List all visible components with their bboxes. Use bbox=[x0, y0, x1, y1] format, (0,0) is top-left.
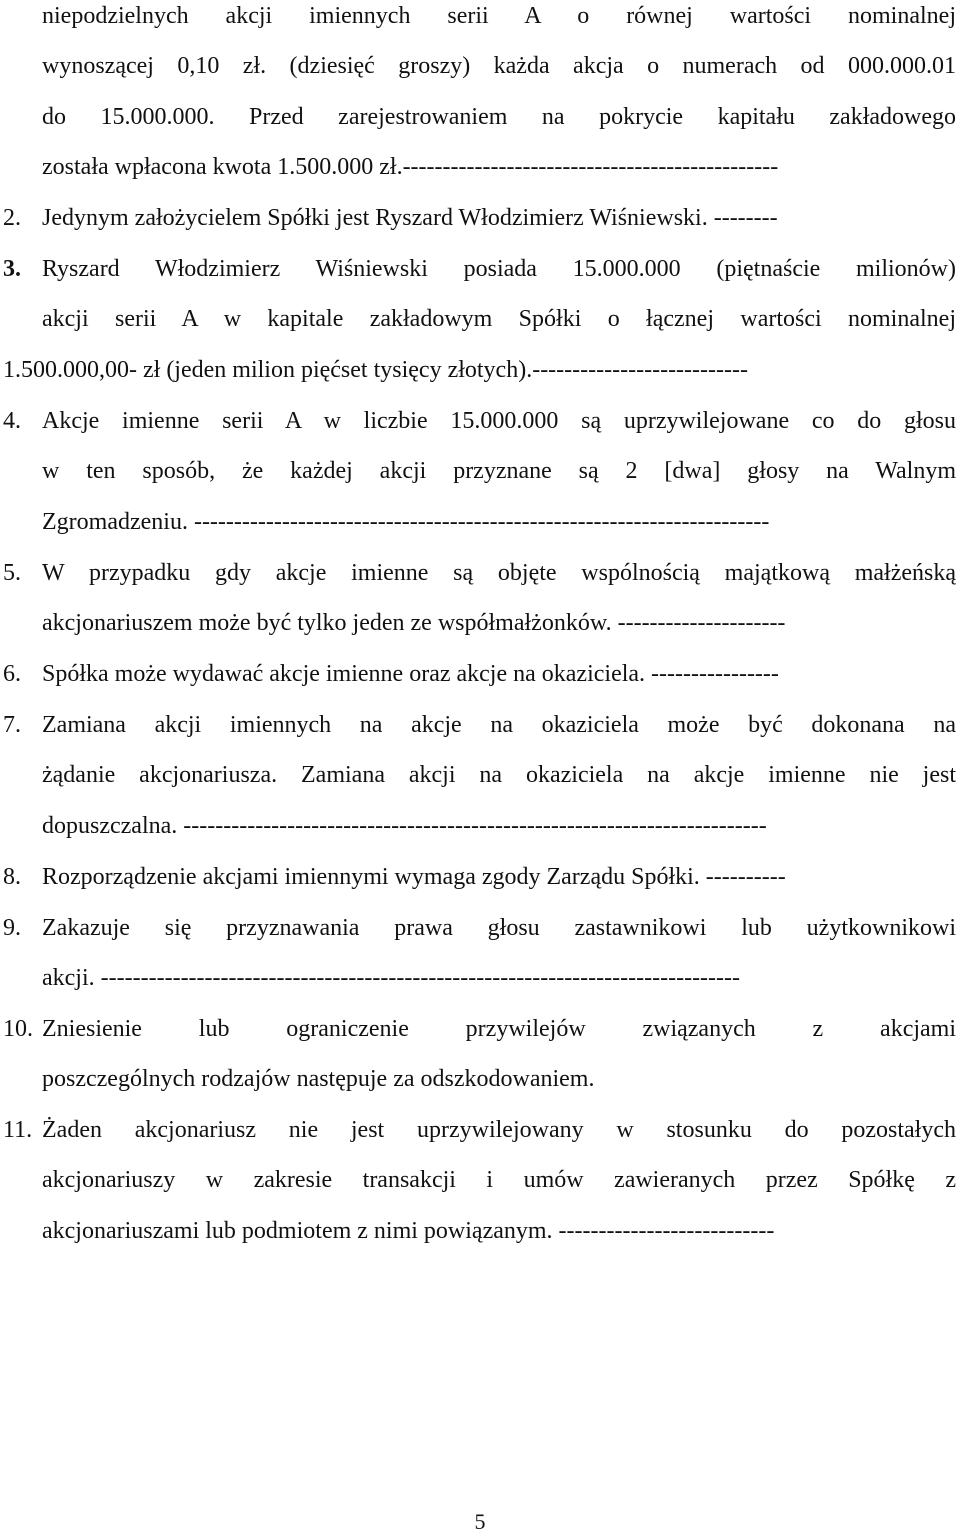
list-item-line: żądanie akcjonariusza. Zamiana akcji na okaziciela na akcje imienne nie jest bbox=[42, 762, 956, 788]
list-item-line: akcjonariuszy w zakresie transakcji i umów zawieranych przez Spółkę z bbox=[42, 1167, 956, 1193]
list-item-line: akcjonariuszem może być tylko jeden ze współmałżonków. --------------------- bbox=[42, 610, 786, 636]
list-item-number: 5. bbox=[3, 560, 21, 586]
list-item-line: akcji. -------------------------------------------------------------------------------- bbox=[42, 965, 741, 991]
list-item-number: 4. bbox=[3, 408, 21, 434]
list-item-number: 9. bbox=[3, 915, 21, 941]
paragraph-line: do 15.000.000. Przed zarejestrowaniem na pokrycie kapitału zakładowego bbox=[42, 104, 956, 130]
list-item-line: 1.500.000,00- zł (jeden milion pięćset tysięcy złotych).--------------------------- bbox=[3, 357, 748, 383]
list-item-line: Jedynym założycielem Spółki jest Ryszard Włodzimierz Wiśniewski. -------- bbox=[42, 205, 778, 231]
list-item-number: 3. bbox=[3, 256, 21, 282]
list-item-line: Żaden akcjonariusz nie jest uprzywilejowany w stosunku do pozostałych bbox=[42, 1117, 956, 1143]
list-item-number: 10. bbox=[3, 1016, 33, 1042]
paragraph-line: została wpłacona kwota 1.500.000 zł.----------------------------------------------- bbox=[42, 154, 779, 180]
list-item-line: W przypadku gdy akcje imienne są objęte wspólnością majątkową małżeńską bbox=[42, 560, 956, 586]
list-item-line: dopuszczalna. ------------------------------------------------------------------------- bbox=[42, 813, 767, 839]
list-item-number: 8. bbox=[3, 864, 21, 890]
list-item-line: akcji serii A w kapitale zakładowym Spółki o łącznej wartości nominalnej bbox=[42, 306, 956, 332]
list-item-number: 11. bbox=[3, 1117, 33, 1143]
list-item-line: w ten sposób, że każdej akcji przyznane są 2 [dwa] głosy na Walnym bbox=[42, 458, 956, 484]
list-item-line: Zniesienie lub ograniczenie przywilejów związanych z akcjami bbox=[42, 1016, 956, 1042]
list-item-line: poszczególnych rodzajów następuje za odszkodowaniem. bbox=[42, 1066, 595, 1092]
list-item-line: akcjonariuszami lub podmiotem z nimi powiązanym. --------------------------- bbox=[42, 1218, 775, 1244]
list-item-number: 6. bbox=[3, 661, 21, 687]
list-item-line: Rozporządzenie akcjami imiennymi wymaga zgody Zarządu Spółki. ---------- bbox=[42, 864, 786, 890]
page-number: 5 bbox=[474, 1509, 486, 1534]
list-item-line: Ryszard Włodzimierz Wiśniewski posiada 15.000.000 (piętnaście milionów) bbox=[42, 256, 956, 282]
paragraph-line: niepodzielnych akcji imiennych serii A o równej wartości nominalnej bbox=[42, 3, 956, 29]
list-item-line: Spółka może wydawać akcje imienne oraz akcje na okaziciela. ---------------- bbox=[42, 661, 779, 687]
paragraph-line: wynoszącej 0,10 zł. (dziesięć groszy) każda akcja o numerach od 000.000.01 bbox=[42, 53, 956, 79]
list-item-number: 7. bbox=[3, 712, 21, 738]
list-item-line: Zamiana akcji imiennych na akcje na okaziciela może być dokonana na bbox=[42, 712, 956, 738]
list-item-line: Zakazuje się przyznawania prawa głosu zastawnikowi lub użytkownikowi bbox=[42, 915, 956, 941]
list-item-line: Akcje imienne serii A w liczbie 15.000.000 są uprzywilejowane co do głosu bbox=[42, 408, 956, 434]
list-item-line: Zgromadzeniu. ------------------------------------------------------------------------ bbox=[42, 509, 770, 535]
list-item-number: 2. bbox=[3, 205, 21, 231]
